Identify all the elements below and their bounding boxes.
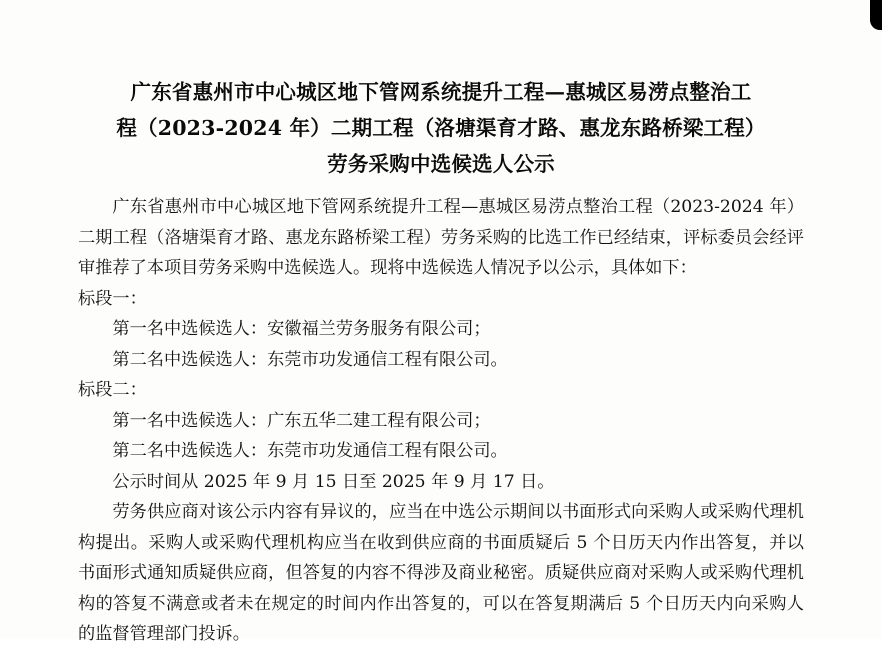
page-title: [78, 74, 804, 182]
page-title-line-1: 广东省惠州市中心城区地下管网系统提升工程—惠城区易涝点整治工: [130, 80, 752, 104]
document-body: [78, 74, 804, 650]
intro-paragraph: 广东省惠州市中心城区地下管网系统提升工程—惠城区易涝点整治工程（2023-2024 年）二期工程（洛塘渠育才路、惠龙东路桥梁工程）劳务采购的比选工作已经结束，评标委员会经评审推荐了本项目劳务采购中选候选人。现将中选候选人情况予以公示，具体如下：: [78, 197, 804, 278]
scan-edge-artifact: [870, 0, 882, 30]
section-lot-two-heading: 标段二：: [78, 380, 147, 400]
page-title-line-3: 劳务采购中选候选人公示: [327, 152, 555, 176]
lot-one-first-candidate: 第一名中选候选人：安徽福兰劳务服务有限公司；: [112, 319, 491, 339]
page-title-line-2: 程（2023-2024 年）二期工程（洛塘渠育才路、惠龙东路桥梁工程）: [116, 116, 766, 140]
lot-two-second-candidate: 第二名中选候选人：东莞市功发通信工程有限公司。: [112, 441, 508, 461]
section-lot-one-heading: 标段一：: [78, 288, 147, 309]
objection-procedure-paragraph: 劳务供应商对该公示内容有异议的，应当在中选公示期间以书面形式向采购人或采购代理机构提出。采购人或采购代理机构应当在收到供应商的书面质疑后 5 个日历天内作出答复，并以书面形式通知质疑供应商，但答复的内容不得涉及商业秘密。质疑供应商对采购人或采购代理机构的答复不满意或者未在规定的时间内作出答复的，可以在答复期满后 5 个日历天内向采购人的监督管理部门投诉。: [78, 502, 804, 644]
lot-two-first-candidate: 第一名中选候选人：广东五华二建工程有限公司；: [112, 410, 491, 431]
announcement-period: 公示时间从 2025 年 9 月 15 日至 2025 年 9 月 17 日。: [112, 471, 555, 492]
lot-one-second-candidate: 第二名中选候选人：东莞市功发通信工程有限公司。: [112, 349, 508, 370]
